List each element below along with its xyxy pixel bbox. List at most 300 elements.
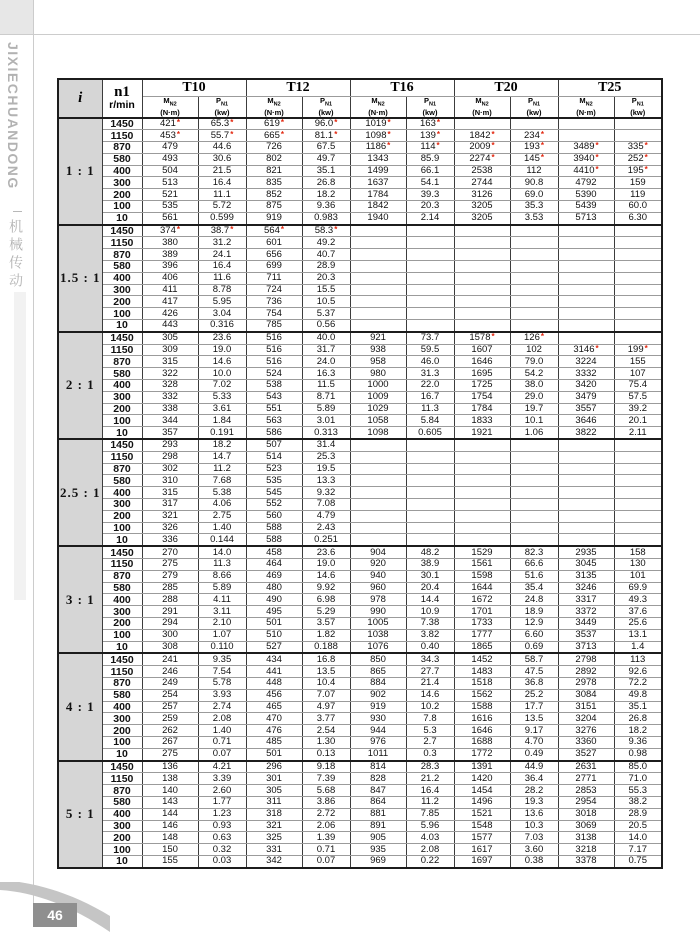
table-cell: 543 xyxy=(246,391,302,403)
table-cell: 49.2 xyxy=(302,237,350,249)
table-cell: 1011 xyxy=(350,748,406,760)
table-cell: 864 xyxy=(350,796,406,808)
table-cell: 13.3 xyxy=(302,475,350,487)
rpm-value: 200 xyxy=(102,403,142,415)
table-cell: 726 xyxy=(246,142,302,154)
asterisk-marker: * xyxy=(436,129,440,139)
table-row xyxy=(58,629,662,641)
asterisk-marker: * xyxy=(387,117,391,127)
table-cell: 2.11 xyxy=(614,427,662,439)
table-cell: 2744 xyxy=(454,177,510,189)
rpm-value: 870 xyxy=(102,785,142,797)
table-cell: 20.3 xyxy=(406,201,454,213)
table-cell: 1637 xyxy=(350,177,406,189)
table-cell: 905 xyxy=(350,832,406,844)
table-cell: 296 xyxy=(246,761,302,773)
torque-column-header: T10 xyxy=(142,79,246,97)
table-cell: 421* xyxy=(142,118,198,130)
table-cell: 1483 xyxy=(454,666,510,678)
table-cell: 20.3 xyxy=(302,272,350,284)
table-cell: 1784 xyxy=(454,403,510,415)
table-cell: 456 xyxy=(246,689,302,701)
table-cell: 0.40 xyxy=(406,641,454,653)
table-cell: 1784 xyxy=(350,189,406,201)
table-cell: 22.0 xyxy=(406,380,454,392)
table-cell: 315 xyxy=(142,487,198,499)
table-cell: 145* xyxy=(510,153,558,165)
table-cell: 300 xyxy=(142,629,198,641)
table-cell: 294 xyxy=(142,617,198,629)
table-cell: 507 xyxy=(246,439,302,451)
table-cell: 254 xyxy=(142,689,198,701)
table-cell: 3822 xyxy=(558,427,614,439)
table-cell: 3557 xyxy=(558,403,614,415)
table-cell: 884 xyxy=(350,677,406,689)
table-cell: 426 xyxy=(142,308,198,320)
table-cell: 35.3 xyxy=(510,201,558,213)
table-cell: 1754 xyxy=(454,391,510,403)
table-cell: 2538 xyxy=(454,165,510,177)
rpm-value: 1450 xyxy=(102,332,142,344)
table-cell: 21.5 xyxy=(198,165,246,177)
table-cell: 3.01 xyxy=(302,415,350,427)
table-cell: 3360 xyxy=(558,736,614,748)
table-cell: 1561 xyxy=(454,558,510,570)
table-cell: 11.2 xyxy=(406,796,454,808)
i-column-header: i xyxy=(58,79,102,118)
table-row xyxy=(58,415,662,427)
table-cell: 12.9 xyxy=(510,617,558,629)
table-cell: 2274* xyxy=(454,153,510,165)
table-cell: 148 xyxy=(142,832,198,844)
torque-column-header: T20 xyxy=(454,79,558,97)
table-cell: 5.33 xyxy=(198,391,246,403)
rpm-value: 100 xyxy=(102,736,142,748)
table-cell: 588 xyxy=(246,522,302,534)
table-cell xyxy=(350,249,406,261)
table-cell: 1697 xyxy=(454,855,510,867)
table-cell: 785 xyxy=(246,320,302,332)
table-cell: 5439 xyxy=(558,201,614,213)
table-cell xyxy=(454,475,510,487)
table-cell: 85.9 xyxy=(406,153,454,165)
table-cell: 1865 xyxy=(454,641,510,653)
table-cell: 11.5 xyxy=(302,380,350,392)
table-cell: 1454 xyxy=(454,785,510,797)
table-cell xyxy=(614,475,662,487)
table-cell: 1029 xyxy=(350,403,406,415)
table-cell: 0.71 xyxy=(198,736,246,748)
table-row xyxy=(58,725,662,737)
table-cell xyxy=(350,510,406,522)
table-row xyxy=(58,403,662,415)
asterisk-marker: * xyxy=(491,141,495,151)
table-cell: 241 xyxy=(142,653,198,665)
table-cell xyxy=(454,272,510,284)
table-cell: 458 xyxy=(246,546,302,558)
table-cell: 3713 xyxy=(558,641,614,653)
table-cell: 1.40 xyxy=(198,725,246,737)
table-row xyxy=(58,475,662,487)
table-cell: 396 xyxy=(142,261,198,273)
table-cell: 4.03 xyxy=(406,832,454,844)
rpm-value: 10 xyxy=(102,320,142,332)
table-cell: 119 xyxy=(614,189,662,201)
table-cell: 73.7 xyxy=(406,332,454,344)
table-cell: 7.08 xyxy=(302,499,350,511)
table-cell: 285 xyxy=(142,582,198,594)
table-cell: 1588 xyxy=(454,701,510,713)
table-cell xyxy=(406,272,454,284)
rpm-value: 100 xyxy=(102,201,142,213)
table-cell: 317 xyxy=(142,499,198,511)
table-cell: 3.61 xyxy=(198,403,246,415)
table-cell xyxy=(558,249,614,261)
table-cell: 958 xyxy=(350,356,406,368)
table-cell: 332 xyxy=(142,391,198,403)
sidebar-section-title: 机械传动 xyxy=(8,219,24,291)
table-cell: 25.3 xyxy=(302,451,350,463)
table-cell: 514 xyxy=(246,451,302,463)
table-cell: 81.1* xyxy=(302,130,350,142)
table-cell: 2.08 xyxy=(198,713,246,725)
table-cell xyxy=(614,463,662,475)
table-cell: 4.06 xyxy=(198,499,246,511)
table-row xyxy=(58,320,662,332)
table-cell: 1842 xyxy=(350,201,406,213)
table-cell xyxy=(558,296,614,308)
table-cell: 524 xyxy=(246,368,302,380)
table-cell: 3.57 xyxy=(302,617,350,629)
table-cell: 835 xyxy=(246,177,302,189)
table-cell: 3.53 xyxy=(510,212,558,224)
table-cell: 5.78 xyxy=(198,677,246,689)
table-cell: 2.43 xyxy=(302,522,350,534)
table-cell: 0.144 xyxy=(198,534,246,546)
table-cell: 2798 xyxy=(558,653,614,665)
table-row xyxy=(58,177,662,189)
table-row xyxy=(58,153,662,165)
table-cell: 65.3* xyxy=(198,118,246,130)
table-cell: 35.1 xyxy=(614,701,662,713)
table-cell: 13.5 xyxy=(302,666,350,678)
rpm-value: 1450 xyxy=(102,761,142,773)
table-row xyxy=(58,736,662,748)
table-cell: 9.32 xyxy=(302,487,350,499)
table-cell xyxy=(454,249,510,261)
table-cell xyxy=(510,534,558,546)
table-cell: 976 xyxy=(350,736,406,748)
asterisk-marker: * xyxy=(230,117,234,127)
table-cell: 309 xyxy=(142,344,198,356)
table-cell: 619* xyxy=(246,118,302,130)
table-cell: 39.2 xyxy=(614,403,662,415)
table-cell: 193* xyxy=(510,142,558,154)
table-cell: 406 xyxy=(142,272,198,284)
table-cell: 338 xyxy=(142,403,198,415)
table-cell: 2935 xyxy=(558,546,614,558)
top-rule xyxy=(0,34,700,35)
table-cell: 16.8 xyxy=(302,653,350,665)
table-cell: 19.3 xyxy=(510,796,558,808)
table-cell: 16.4 xyxy=(198,261,246,273)
table-cell: 3527 xyxy=(558,748,614,760)
table-cell: 0.251 xyxy=(302,534,350,546)
table-cell: 10.9 xyxy=(406,606,454,618)
table-row xyxy=(58,773,662,785)
table-row xyxy=(58,212,662,224)
table-cell: 7.17 xyxy=(614,844,662,856)
rpm-value: 200 xyxy=(102,617,142,629)
table-cell: 7.68 xyxy=(198,475,246,487)
table-cell: 322 xyxy=(142,368,198,380)
table-cell: 3205 xyxy=(454,201,510,213)
table-cell: 920 xyxy=(350,558,406,570)
table-cell: 321 xyxy=(142,510,198,522)
rpm-value: 580 xyxy=(102,153,142,165)
table-cell: 138 xyxy=(142,773,198,785)
table-cell xyxy=(406,463,454,475)
ratio-label: 2.5 : 1 xyxy=(58,439,102,546)
table-cell: 155 xyxy=(614,356,662,368)
table-cell: 305 xyxy=(246,785,302,797)
table-cell: 1058 xyxy=(350,415,406,427)
table-cell xyxy=(558,130,614,142)
table-cell xyxy=(454,308,510,320)
table-cell: 158 xyxy=(614,546,662,558)
table-cell: 5.68 xyxy=(302,785,350,797)
table-cell: 1833 xyxy=(454,415,510,427)
power-subheader: $P_{N1}$ (kw) xyxy=(198,97,246,118)
asterisk-marker: * xyxy=(387,141,391,151)
table-cell xyxy=(558,475,614,487)
table-cell: 2978 xyxy=(558,677,614,689)
ratio-label: 2 : 1 xyxy=(58,332,102,439)
table-cell xyxy=(558,522,614,534)
asterisk-marker: * xyxy=(644,344,648,354)
table-cell: 0.13 xyxy=(302,748,350,760)
table-cell: 1000 xyxy=(350,380,406,392)
table-cell: 464 xyxy=(246,558,302,570)
table-cell: 24.8 xyxy=(510,594,558,606)
torque-subheader: $M_{N2}$ (N·m) xyxy=(142,97,198,118)
table-cell: 586 xyxy=(246,427,302,439)
rpm-value: 100 xyxy=(102,308,142,320)
table-cell xyxy=(510,451,558,463)
table-cell: 521 xyxy=(142,189,198,201)
table-cell: 1098* xyxy=(350,130,406,142)
table-cell: 28.3 xyxy=(406,761,454,773)
table-cell: 6.30 xyxy=(614,212,662,224)
table-cell xyxy=(406,320,454,332)
rpm-value: 400 xyxy=(102,701,142,713)
asterisk-marker: * xyxy=(540,129,544,139)
table-cell: 16.7 xyxy=(406,391,454,403)
table-cell: 60.0 xyxy=(614,201,662,213)
table-cell xyxy=(558,284,614,296)
table-cell: 44.9 xyxy=(510,761,558,773)
table-cell: 58.3* xyxy=(302,225,350,237)
table-cell: 5.89 xyxy=(302,403,350,415)
rpm-value: 200 xyxy=(102,189,142,201)
table-cell: 20.4 xyxy=(406,582,454,594)
asterisk-marker: * xyxy=(644,165,648,175)
table-cell: 246 xyxy=(142,666,198,678)
rpm-value: 870 xyxy=(102,249,142,261)
table-cell: 48.2 xyxy=(406,546,454,558)
table-cell: 126* xyxy=(510,332,558,344)
table-cell xyxy=(454,225,510,237)
rpm-value: 580 xyxy=(102,582,142,594)
table-cell: 7.85 xyxy=(406,808,454,820)
table-cell xyxy=(350,261,406,273)
table-cell: 930 xyxy=(350,713,406,725)
table-cell: 1.06 xyxy=(510,427,558,439)
table-cell: 1098 xyxy=(350,427,406,439)
table-cell xyxy=(454,296,510,308)
table-cell: 504 xyxy=(142,165,198,177)
table-row xyxy=(58,522,662,534)
table-cell: 3205 xyxy=(454,212,510,224)
table-cell: 1695 xyxy=(454,368,510,380)
table-cell xyxy=(510,463,558,475)
rpm-value: 10 xyxy=(102,534,142,546)
table-cell: 0.191 xyxy=(198,427,246,439)
table-cell: 20.5 xyxy=(614,820,662,832)
table-row xyxy=(58,189,662,201)
table-cell: 305 xyxy=(142,332,198,344)
table-cell: 18.2 xyxy=(614,725,662,737)
table-cell: 480 xyxy=(246,582,302,594)
torque-column-header: T12 xyxy=(246,79,350,97)
table-cell: 38.0 xyxy=(510,380,558,392)
table-cell: 11.1 xyxy=(198,189,246,201)
table-cell: 1420 xyxy=(454,773,510,785)
table-cell: 527 xyxy=(246,641,302,653)
table-cell: 18.2 xyxy=(302,189,350,201)
table-cell xyxy=(350,237,406,249)
rpm-value: 100 xyxy=(102,415,142,427)
table-cell: 3084 xyxy=(558,689,614,701)
table-cell: 46.0 xyxy=(406,356,454,368)
power-subheader: $P_{N1}$ (kw) xyxy=(614,97,662,118)
table-cell: 2.60 xyxy=(198,785,246,797)
table-cell: 551 xyxy=(246,403,302,415)
rpm-value: 1150 xyxy=(102,344,142,356)
table-cell: 5.29 xyxy=(302,606,350,618)
table-cell: 267 xyxy=(142,736,198,748)
table-cell: 1733 xyxy=(454,617,510,629)
table-cell xyxy=(558,225,614,237)
rpm-value: 1150 xyxy=(102,237,142,249)
table-cell: 14.6 xyxy=(198,356,246,368)
torque-subheader: $M_{N2}$ (N·m) xyxy=(350,97,406,118)
table-cell: 54.2 xyxy=(510,368,558,380)
table-cell: 1391 xyxy=(454,761,510,773)
table-cell xyxy=(406,499,454,511)
table-cell xyxy=(350,308,406,320)
table-cell: 10.2 xyxy=(406,701,454,713)
table-cell xyxy=(350,284,406,296)
table-cell: 144 xyxy=(142,808,198,820)
table-cell: 3489* xyxy=(558,142,614,154)
table-row xyxy=(58,130,662,142)
table-cell: 275 xyxy=(142,748,198,760)
table-cell: 0.110 xyxy=(198,641,246,653)
table-cell: 130 xyxy=(614,558,662,570)
table-cell: 13.1 xyxy=(614,629,662,641)
table-cell xyxy=(350,534,406,546)
table-row xyxy=(58,617,662,629)
table-cell: 411 xyxy=(142,284,198,296)
asterisk-marker: * xyxy=(176,225,180,235)
table-cell: 0.07 xyxy=(302,855,350,867)
table-cell xyxy=(510,249,558,261)
table-cell: 469 xyxy=(246,570,302,582)
table-cell xyxy=(406,284,454,296)
table-cell: 1842* xyxy=(454,130,510,142)
table-cell: 23.6 xyxy=(302,546,350,558)
asterisk-marker: * xyxy=(491,332,495,342)
table-cell: 535 xyxy=(246,475,302,487)
table-cell: 0.56 xyxy=(302,320,350,332)
table-cell: 523 xyxy=(246,463,302,475)
table-cell: 298 xyxy=(142,451,198,463)
table-cell xyxy=(510,261,558,273)
table-cell: 736 xyxy=(246,296,302,308)
torque-subheader: $M_{N2}$ (N·m) xyxy=(246,97,302,118)
table-cell: 0.07 xyxy=(198,748,246,760)
table-cell: 38.7* xyxy=(198,225,246,237)
table-cell xyxy=(510,118,558,130)
table-cell: 1.84 xyxy=(198,415,246,427)
table-cell: 2.75 xyxy=(198,510,246,522)
table-cell: 1646 xyxy=(454,356,510,368)
table-cell: 1.82 xyxy=(302,629,350,641)
asterisk-marker: * xyxy=(436,141,440,151)
table-cell: 10.1 xyxy=(510,415,558,427)
table-cell: 2.7 xyxy=(406,736,454,748)
table-cell: 1.30 xyxy=(302,736,350,748)
data-table xyxy=(57,78,663,869)
rpm-value: 1450 xyxy=(102,546,142,558)
table-cell: 904 xyxy=(350,546,406,558)
table-row xyxy=(58,201,662,213)
table-cell: 7.07 xyxy=(302,689,350,701)
table-cell: 67.5 xyxy=(302,142,350,154)
rpm-value: 10 xyxy=(102,748,142,760)
table-cell: 155 xyxy=(142,855,198,867)
table-cell: 36.4 xyxy=(510,773,558,785)
rpm-value: 300 xyxy=(102,606,142,618)
rpm-value: 10 xyxy=(102,427,142,439)
table-cell: 24.0 xyxy=(302,356,350,368)
table-cell: 310 xyxy=(142,475,198,487)
table-cell: 389 xyxy=(142,249,198,261)
asterisk-marker: * xyxy=(230,129,234,139)
table-cell: 1548 xyxy=(454,820,510,832)
table-cell xyxy=(614,272,662,284)
table-row xyxy=(58,666,662,678)
rpm-value: 100 xyxy=(102,629,142,641)
table-cell: 31.7 xyxy=(302,344,350,356)
table-cell: 1616 xyxy=(454,713,510,725)
table-cell: 114* xyxy=(406,142,454,154)
table-row xyxy=(58,594,662,606)
table-cell: 0.983 xyxy=(302,212,350,224)
table-cell: 3332 xyxy=(558,368,614,380)
table-cell: 14.0 xyxy=(198,546,246,558)
